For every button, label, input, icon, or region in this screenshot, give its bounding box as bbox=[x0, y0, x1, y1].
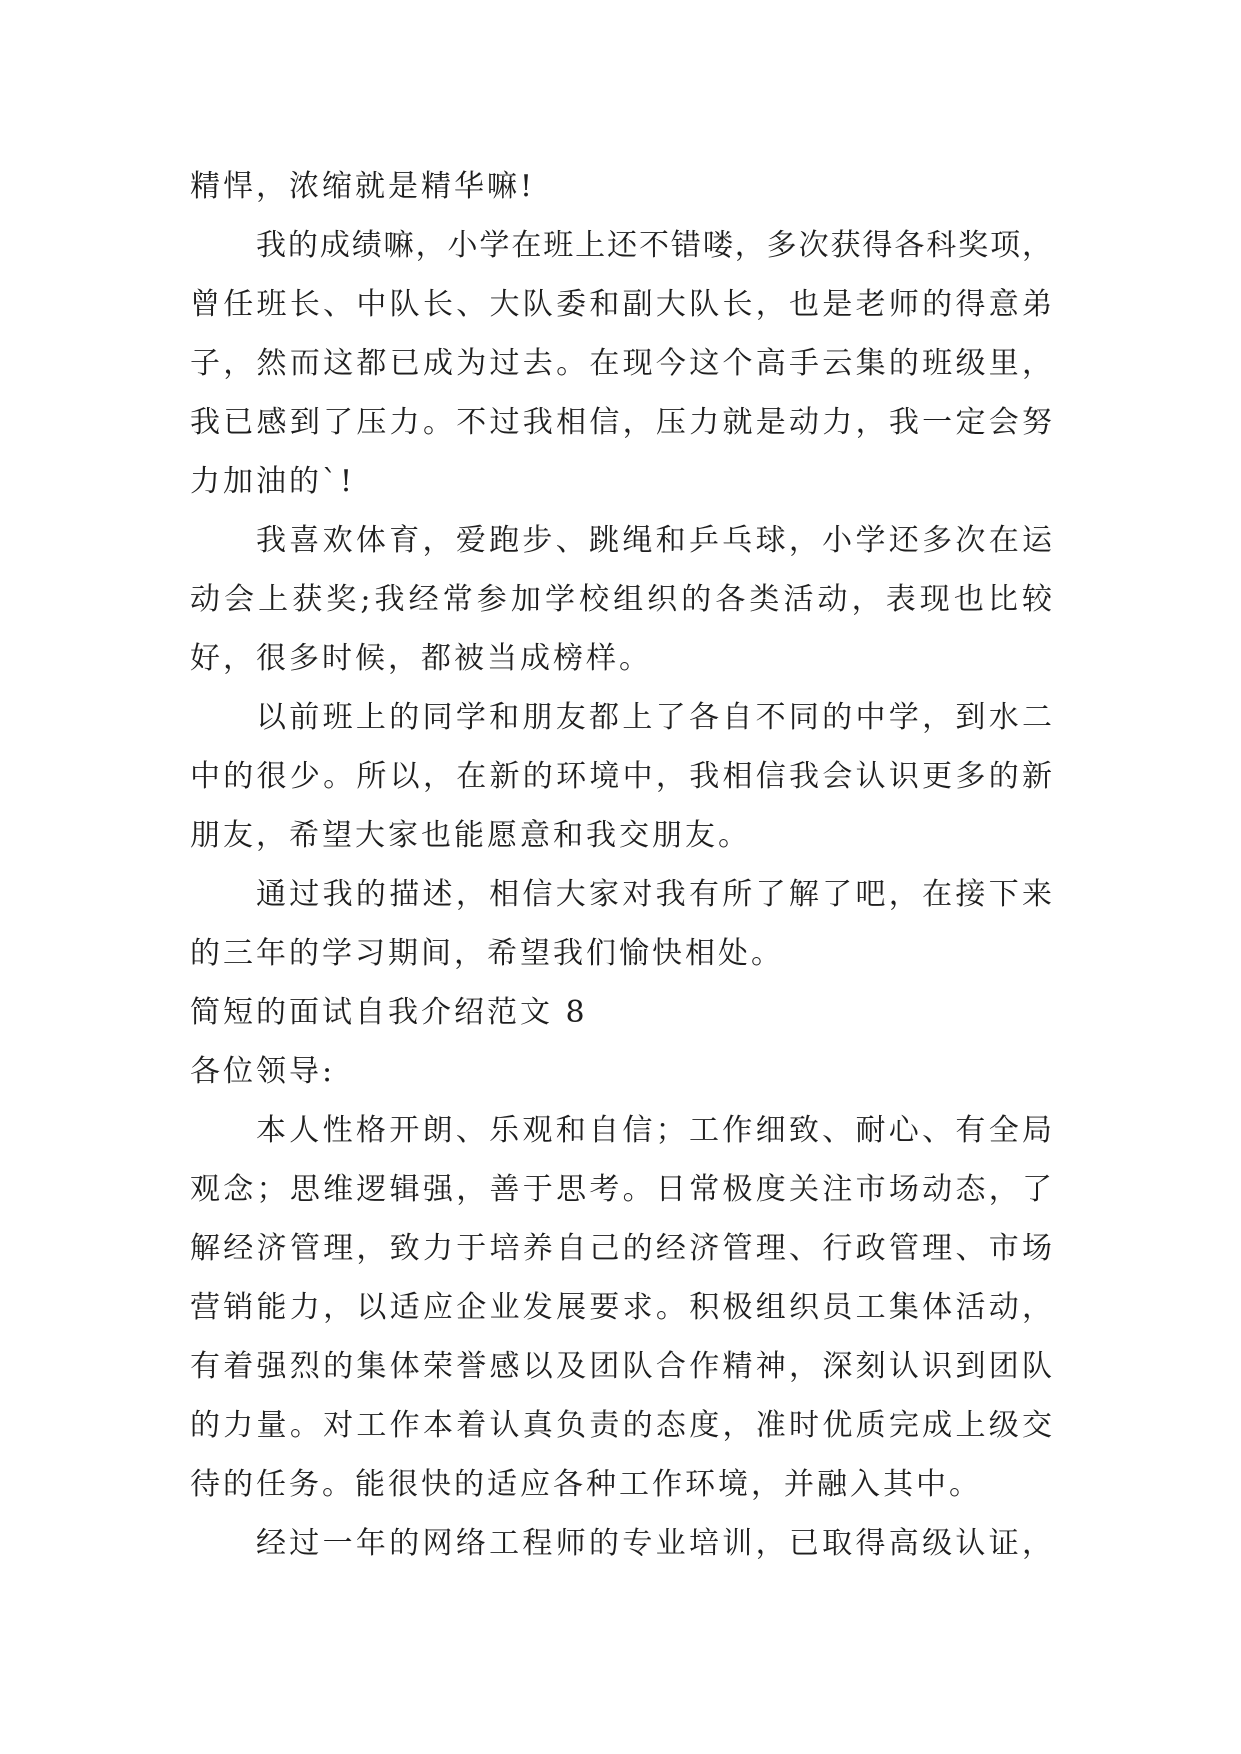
paragraph-line: 解经济管理，致力于培养自己的经济管理、行政管理、市场 bbox=[190, 1231, 1052, 1266]
paragraph-line: 的力量。对工作本着认真负责的态度，准时优质完成上级交 bbox=[190, 1408, 1052, 1443]
paragraph-line: 有着强烈的集体荣誉感以及团队合作精神，深刻认识到团队 bbox=[190, 1349, 1052, 1384]
paragraph-line: 力加油的`! bbox=[190, 464, 356, 499]
paragraph-line: 经过一年的网络工程师的专业培训，已取得高级认证， bbox=[256, 1526, 1052, 1561]
paragraph-line: 通过我的描述，相信大家对我有所了解了吧，在接下来 bbox=[256, 877, 1052, 912]
document-body bbox=[190, 157, 1052, 1573]
paragraph-line: 动会上获奖;我经常参加学校组织的各类活动，表现也比较 bbox=[190, 582, 1052, 617]
paragraph-line: 我喜欢体育，爱跑步、跳绳和乒乓球，小学还多次在运 bbox=[256, 523, 1052, 558]
paragraph-line: 我的成绩嘛，小学在班上还不错喽，多次获得各科奖项， bbox=[256, 228, 1052, 263]
paragraph-line: 中的很少。所以，在新的环境中，我相信我会认识更多的新 bbox=[190, 759, 1052, 794]
paragraph-line: 观念；思维逻辑强，善于思考。日常极度关注市场动态，了 bbox=[190, 1172, 1052, 1207]
paragraph-line: 本人性格开朗、乐观和自信；工作细致、耐心、有全局 bbox=[256, 1113, 1052, 1148]
paragraph-line: 朋友，希望大家也能愿意和我交朋友。 bbox=[190, 818, 751, 853]
paragraph-line: 以前班上的同学和朋友都上了各自不同的中学，到水二 bbox=[256, 700, 1052, 735]
paragraph-line: 子，然而这都已成为过去。在现今这个高手云集的班级里， bbox=[190, 346, 1052, 381]
section-heading: 简短的面试自我介绍范文 8 bbox=[190, 995, 588, 1030]
paragraph-line: 曾任班长、中队长、大队委和副大队长，也是老师的得意弟 bbox=[190, 287, 1052, 322]
paragraph-line: 好，很多时候，都被当成榜样。 bbox=[190, 641, 652, 676]
paragraph-line: 待的任务。能很快的适应各种工作环境，并融入其中。 bbox=[190, 1467, 982, 1502]
salutation-line: 各位领导: bbox=[190, 1054, 336, 1089]
paragraph-line: 我已感到了压力。不过我相信，压力就是动力，我一定会努 bbox=[190, 405, 1052, 440]
paragraph-line: 营销能力，以适应企业发展要求。积极组织员工集体活动， bbox=[190, 1290, 1052, 1325]
paragraph-line: 精悍，浓缩就是精华嘛! bbox=[190, 169, 536, 204]
paragraph-line: 的三年的学习期间，希望我们愉快相处。 bbox=[190, 936, 784, 971]
